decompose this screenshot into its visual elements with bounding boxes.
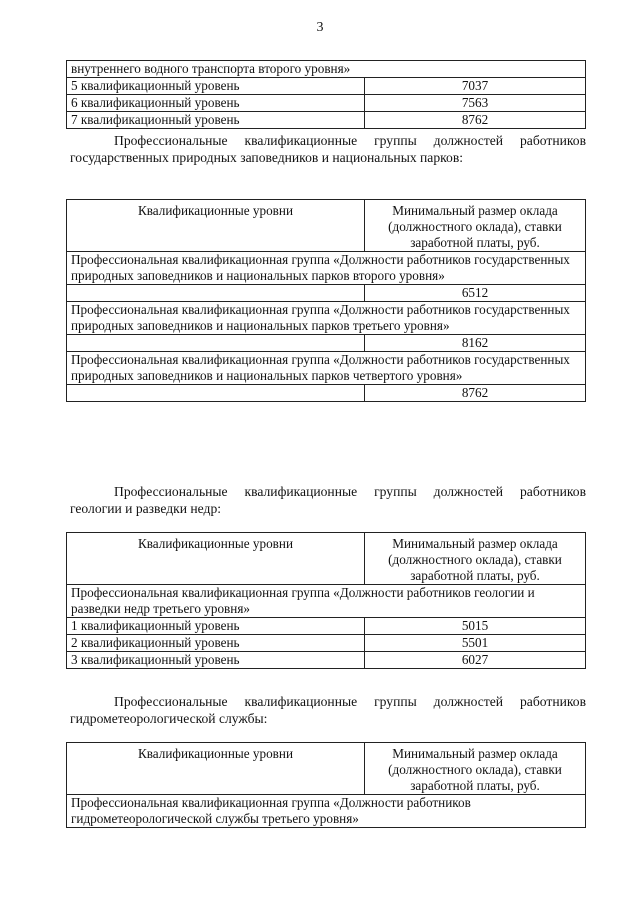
salary-cell: 8162 (365, 335, 586, 352)
level-cell: 1 квалификационный уровень (67, 618, 365, 635)
header-levels: Квалификационные уровни (67, 200, 365, 252)
table-row (67, 285, 586, 302)
table-row (67, 635, 586, 652)
table-row (67, 112, 586, 129)
page-number: 3 (316, 20, 324, 35)
table-row (67, 795, 586, 828)
table-row (67, 352, 586, 385)
header-salary: Минимальный размер оклада (должностного оклада), ставки заработной платы, руб. (365, 743, 586, 795)
water-transport-table (66, 60, 586, 129)
salary-cell: 6027 (365, 652, 586, 669)
table-row (67, 618, 586, 635)
group-title-cell: Профессиональная квалификационная группа «Должности работников гидрометеорологической службы третьего уровня» (67, 795, 586, 828)
salary-cell: 8762 (365, 385, 586, 402)
nature-reserves-table (66, 199, 586, 402)
section-intro-reserves: Профессиональные квалификационные группы должностей работников государственных природных заповедников и национальных парков: (70, 133, 586, 165)
salary-cell: 7563 (365, 95, 586, 112)
table-row (67, 652, 586, 669)
level-cell: 7 квалификационный уровень (67, 112, 365, 129)
level-cell (67, 385, 365, 402)
table-header-row (67, 200, 586, 252)
header-salary: Минимальный размер оклада (должностного оклада), ставки заработной платы, руб. (365, 533, 586, 585)
level-cell: 6 квалификационный уровень (67, 95, 365, 112)
group-title-cell: внутреннего водного транспорта второго уровня» (67, 61, 586, 78)
table-row (67, 252, 586, 285)
geology-table (66, 532, 586, 669)
section-intro-geology: Профессиональные квалификационные группы должностей работников геологии и разведки недр: (70, 484, 586, 516)
table-header-row (67, 743, 586, 795)
group-title-cell: Профессиональная квалификационная группа «Должности работников геологии и разведки недр третьего уровня» (67, 585, 586, 618)
salary-cell: 8762 (365, 112, 586, 129)
salary-cell: 7037 (365, 78, 586, 95)
hydromet-table (66, 742, 586, 828)
table-row (67, 335, 586, 352)
section-intro-hydromet: Профессиональные квалификационные группы должностей работников гидрометеорологической службы: (70, 694, 586, 726)
group-title-cell: Профессиональная квалификационная группа «Должности работников государственных природных заповедников и национальных парков третьего уровня» (67, 302, 586, 335)
level-cell: 3 квалификационный уровень (67, 652, 365, 669)
table-row (67, 78, 586, 95)
table-row (67, 585, 586, 618)
header-salary: Минимальный размер оклада (должностного оклада), ставки заработной платы, руб. (365, 200, 586, 252)
table-row (67, 61, 586, 78)
table-header-row (67, 533, 586, 585)
header-levels: Квалификационные уровни (67, 533, 365, 585)
table-row (67, 95, 586, 112)
header-levels: Квалификационные уровни (67, 743, 365, 795)
salary-cell: 6512 (365, 285, 586, 302)
level-cell: 5 квалификационный уровень (67, 78, 365, 95)
level-cell (67, 335, 365, 352)
salary-cell: 5015 (365, 618, 586, 635)
table-row (67, 385, 586, 402)
group-title-cell: Профессиональная квалификационная группа «Должности работников государственных природных заповедников и национальных парков четвертого уровня» (67, 352, 586, 385)
level-cell (67, 285, 365, 302)
table-row (67, 302, 586, 335)
salary-cell: 5501 (365, 635, 586, 652)
level-cell: 2 квалификационный уровень (67, 635, 365, 652)
group-title-cell: Профессиональная квалификационная группа «Должности работников государственных природных заповедников и национальных парков второго уровня» (67, 252, 586, 285)
